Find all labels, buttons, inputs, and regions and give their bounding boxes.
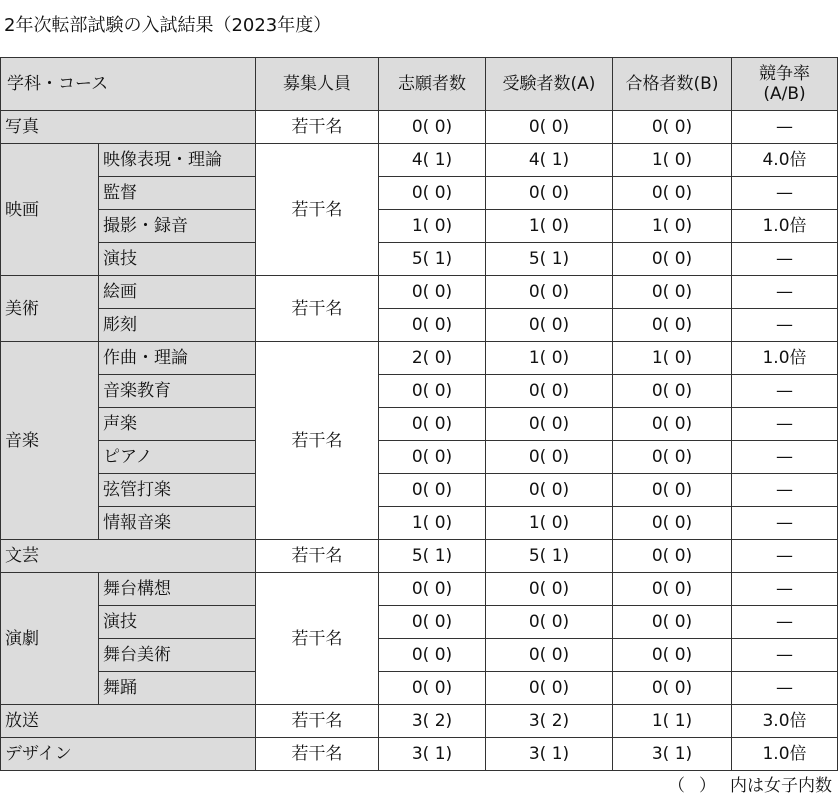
table-row — [1, 639, 838, 672]
passed-cell: 0( 0) — [613, 276, 732, 309]
page-title: 2年次転部試験の入試結果（2023年度） — [4, 15, 332, 36]
course-name: 舞台構想 — [99, 573, 256, 606]
capacity-cell: 若干名 — [256, 276, 379, 342]
department-name: 映画 — [1, 144, 99, 276]
footnote-parens: （） — [668, 776, 730, 796]
ratio-cell: — — [732, 408, 838, 441]
passed-cell: 0( 0) — [613, 111, 732, 144]
ratio-cell: 1.0倍 — [732, 342, 838, 375]
passed-cell: 0( 0) — [613, 474, 732, 507]
passed-cell: 0( 0) — [613, 672, 732, 705]
examinees-cell: 0( 0) — [486, 276, 613, 309]
ratio-cell: — — [732, 177, 838, 210]
ratio-cell: 4.0倍 — [732, 144, 838, 177]
course-name: 映像表現・理論 — [99, 144, 256, 177]
table-row — [1, 111, 838, 144]
course-name: 作曲・理論 — [99, 342, 256, 375]
department-name: 美術 — [1, 276, 99, 342]
examinees-cell: 0( 0) — [486, 606, 613, 639]
department-name: デザイン — [1, 738, 256, 771]
examinees-cell: 1( 0) — [486, 342, 613, 375]
header-department: 学科・コース — [1, 58, 256, 111]
applicants-cell: 0( 0) — [379, 408, 486, 441]
applicants-cell: 0( 0) — [379, 672, 486, 705]
table-row — [1, 342, 838, 375]
examinees-cell: 1( 0) — [486, 210, 613, 243]
applicants-cell: 2( 0) — [379, 342, 486, 375]
table-row — [1, 243, 838, 276]
ratio-cell: — — [732, 276, 838, 309]
passed-cell: 0( 0) — [613, 441, 732, 474]
passed-cell: 0( 0) — [613, 375, 732, 408]
examinees-cell: 0( 0) — [486, 672, 613, 705]
applicants-cell: 4( 1) — [379, 144, 486, 177]
passed-cell: 0( 0) — [613, 243, 732, 276]
examinees-cell: 4( 1) — [486, 144, 613, 177]
examinees-cell: 0( 0) — [486, 441, 613, 474]
ratio-cell: — — [732, 111, 838, 144]
applicants-cell: 0( 0) — [379, 111, 486, 144]
applicants-cell: 0( 0) — [379, 474, 486, 507]
table-row — [1, 672, 838, 705]
table-row — [1, 210, 838, 243]
header-ratio — [732, 58, 838, 111]
department-name: 文芸 — [1, 540, 256, 573]
table-row — [1, 177, 838, 210]
header-examinees: 受験者数(A) — [486, 58, 613, 111]
table-row — [1, 540, 838, 573]
table-row — [1, 144, 838, 177]
passed-cell: 1( 0) — [613, 342, 732, 375]
applicants-cell: 1( 0) — [379, 210, 486, 243]
capacity-cell: 若干名 — [256, 705, 379, 738]
course-name: 情報音楽 — [99, 507, 256, 540]
header-capacity: 募集人員 — [256, 58, 379, 111]
header-applicants: 志願者数 — [379, 58, 486, 111]
ratio-cell: 1.0倍 — [732, 210, 838, 243]
ratio-cell: — — [732, 243, 838, 276]
passed-cell: 0( 0) — [613, 606, 732, 639]
course-name: 舞台美術 — [99, 639, 256, 672]
results-body — [1, 111, 838, 771]
examinees-cell: 0( 0) — [486, 639, 613, 672]
ratio-cell: 3.0倍 — [732, 705, 838, 738]
table-row — [1, 408, 838, 441]
applicants-cell: 0( 0) — [379, 309, 486, 342]
capacity-cell: 若干名 — [256, 540, 379, 573]
ratio-cell: — — [732, 672, 838, 705]
header-ratio-line1: 競争率 — [759, 64, 810, 84]
applicants-cell: 5( 1) — [379, 243, 486, 276]
applicants-cell: 0( 0) — [379, 375, 486, 408]
passed-cell: 0( 0) — [613, 309, 732, 342]
table-row — [1, 375, 838, 408]
header-ratio-line2: (A/B) — [763, 84, 806, 104]
footnote — [668, 774, 832, 798]
ratio-cell: — — [732, 540, 838, 573]
header-row — [1, 58, 838, 111]
passed-cell: 0( 0) — [613, 639, 732, 672]
examinees-cell: 0( 0) — [486, 375, 613, 408]
table-row — [1, 276, 838, 309]
course-name: 音楽教育 — [99, 375, 256, 408]
department-name: 放送 — [1, 705, 256, 738]
capacity-cell: 若干名 — [256, 573, 379, 705]
course-name: 彫刻 — [99, 309, 256, 342]
applicants-cell: 1( 0) — [379, 507, 486, 540]
ratio-cell: 1.0倍 — [732, 738, 838, 771]
capacity-cell: 若干名 — [256, 738, 379, 771]
table-row — [1, 606, 838, 639]
table-row — [1, 309, 838, 342]
department-name: 演劇 — [1, 573, 99, 705]
results-table — [0, 57, 838, 771]
passed-cell: 1( 0) — [613, 144, 732, 177]
table-row — [1, 705, 838, 738]
applicants-cell: 0( 0) — [379, 441, 486, 474]
examinees-cell: 0( 0) — [486, 309, 613, 342]
passed-cell: 0( 0) — [613, 408, 732, 441]
examinees-cell: 3( 1) — [486, 738, 613, 771]
capacity-cell: 若干名 — [256, 342, 379, 540]
examinees-cell: 0( 0) — [486, 573, 613, 606]
capacity-cell: 若干名 — [256, 144, 379, 276]
applicants-cell: 0( 0) — [379, 573, 486, 606]
capacity-cell: 若干名 — [256, 111, 379, 144]
ratio-cell: — — [732, 309, 838, 342]
ratio-cell: — — [732, 639, 838, 672]
examinees-cell: 1( 0) — [486, 507, 613, 540]
examinees-cell: 0( 0) — [486, 474, 613, 507]
examinees-cell: 5( 1) — [486, 243, 613, 276]
passed-cell: 0( 0) — [613, 507, 732, 540]
examinees-cell: 3( 2) — [486, 705, 613, 738]
department-name: 写真 — [1, 111, 256, 144]
ratio-cell: — — [732, 474, 838, 507]
ratio-cell: — — [732, 375, 838, 408]
applicants-cell: 0( 0) — [379, 606, 486, 639]
passed-cell: 0( 0) — [613, 573, 732, 606]
course-name: 演技 — [99, 606, 256, 639]
table-row — [1, 573, 838, 606]
applicants-cell: 5( 1) — [379, 540, 486, 573]
course-name: 絵画 — [99, 276, 256, 309]
course-name: ピアノ — [99, 441, 256, 474]
ratio-cell: — — [732, 573, 838, 606]
passed-cell: 1( 0) — [613, 210, 732, 243]
applicants-cell: 3( 2) — [379, 705, 486, 738]
department-name: 音楽 — [1, 342, 99, 540]
footnote-text: 内は女子内数 — [730, 776, 832, 796]
table-row — [1, 738, 838, 771]
table-row — [1, 441, 838, 474]
passed-cell: 0( 0) — [613, 177, 732, 210]
course-name: 舞踊 — [99, 672, 256, 705]
ratio-cell: — — [732, 606, 838, 639]
table-row — [1, 474, 838, 507]
course-name: 監督 — [99, 177, 256, 210]
header-passed: 合格者数(B) — [613, 58, 732, 111]
applicants-cell: 0( 0) — [379, 177, 486, 210]
applicants-cell: 3( 1) — [379, 738, 486, 771]
table-row — [1, 507, 838, 540]
applicants-cell: 0( 0) — [379, 639, 486, 672]
examinees-cell: 0( 0) — [486, 111, 613, 144]
course-name: 演技 — [99, 243, 256, 276]
applicants-cell: 0( 0) — [379, 276, 486, 309]
passed-cell: 3( 1) — [613, 738, 732, 771]
course-name: 弦管打楽 — [99, 474, 256, 507]
ratio-cell: — — [732, 507, 838, 540]
course-name: 撮影・録音 — [99, 210, 256, 243]
ratio-cell: — — [732, 441, 838, 474]
passed-cell: 1( 1) — [613, 705, 732, 738]
passed-cell: 0( 0) — [613, 540, 732, 573]
examinees-cell: 0( 0) — [486, 177, 613, 210]
examinees-cell: 5( 1) — [486, 540, 613, 573]
examinees-cell: 0( 0) — [486, 408, 613, 441]
course-name: 声楽 — [99, 408, 256, 441]
